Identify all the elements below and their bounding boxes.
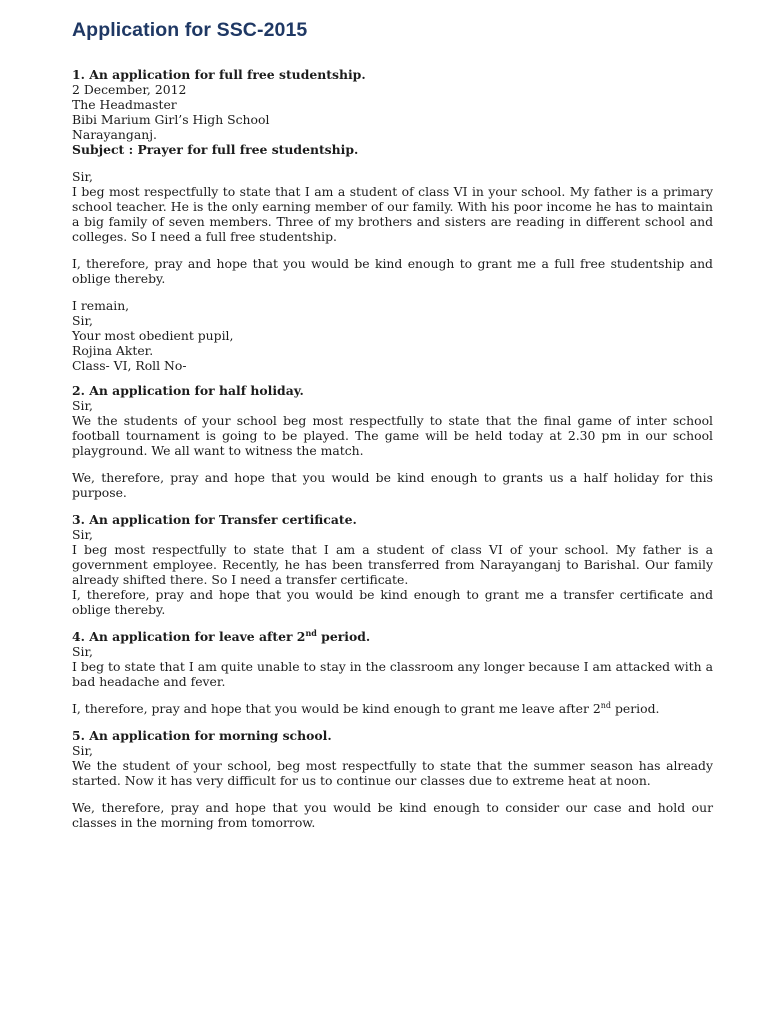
salutation: Sir, — [72, 169, 93, 184]
letter-prayer: I, therefore, pray and hope that you would be kind enough to grant me a full free studentship and oblige thereby. — [72, 256, 713, 286]
class-roll: Class- VI, Roll No- — [72, 358, 187, 373]
salutation: Sir, — [72, 743, 93, 758]
recipient-title: The Headmaster — [72, 97, 177, 112]
application-5 — [72, 728, 713, 830]
recipient-place: Narayanganj. — [72, 127, 157, 142]
letter-prayer: We, therefore, pray and hope that you would be kind enough to grants us a half holiday for this purpose. — [72, 470, 713, 500]
recipient-school: Bibi Marium Girl’s High School — [72, 112, 270, 127]
application-5-heading: 5. An application for morning school. — [72, 728, 332, 743]
letter-body: We the student of your school, beg most respectfully to state that the summer season has already started. Now it has very difficult for us to continue our classes due to extreme heat at noon. — [72, 758, 713, 788]
letter-prayer: I, therefore, pray and hope that you would be kind enough to grant me leave after 2nd period. — [72, 700, 660, 716]
document-body — [72, 67, 713, 830]
application-2-heading: 2. An application for half holiday. — [72, 383, 304, 398]
application-4-heading: 4. An application for leave after 2nd period. — [72, 627, 371, 644]
letter-body: I beg most respectfully to state that I am a student of class VI of your school. My father is a government employee. Recently, he has been transferred from Narayanganj to Barishal. Our family already shifted there. So I need a transfer certificate. — [72, 542, 713, 587]
closing-pupil: Your most obedient pupil, — [72, 328, 234, 343]
letter-subject: Subject : Prayer for full free studentship. — [72, 142, 359, 157]
application-3 — [72, 512, 713, 617]
signature-name: Rojina Akter. — [72, 343, 154, 358]
letter-prayer: I, therefore, pray and hope that you would be kind enough to grant me a transfer certificate and oblige thereby. — [72, 587, 713, 617]
application-2 — [72, 383, 713, 500]
application-1-heading: 1. An application for full free studentship. — [72, 67, 366, 82]
closing-sir: Sir, — [72, 313, 93, 328]
application-1 — [72, 67, 713, 373]
salutation: Sir, — [72, 527, 93, 542]
letter-prayer: We, therefore, pray and hope that you would be kind enough to consider our case and hold our classes in the morning from tomorrow. — [72, 800, 713, 830]
salutation: Sir, — [72, 398, 93, 413]
letter-body: I beg most respectfully to state that I am a student of class VI in your school. My father is a primary school teacher. He is the only earning member of our family. With his poor income he has to maintain a big family of seven members. Three of my brothers and sisters are reading in different school and colleges. So I need a full free studentship. — [72, 184, 713, 244]
application-3-heading: 3. An application for Transfer certificate. — [72, 512, 357, 527]
salutation: Sir, — [72, 644, 93, 659]
closing: I remain, — [72, 298, 130, 313]
letter-body: We the students of your school beg most respectfully to state that the final game of inter school football tournament is going to be played. The game will be held today at 2.30 pm in our school playground. We all want to witness the match. — [72, 413, 713, 458]
page-title: Application for SSC-2015 — [72, 19, 308, 41]
application-4 — [72, 629, 713, 716]
letter-date: 2 December, 2012 — [72, 82, 187, 97]
letter-body: I beg to state that I am quite unable to stay in the classroom any longer because I am attacked with a bad headache and fever. — [72, 659, 713, 689]
